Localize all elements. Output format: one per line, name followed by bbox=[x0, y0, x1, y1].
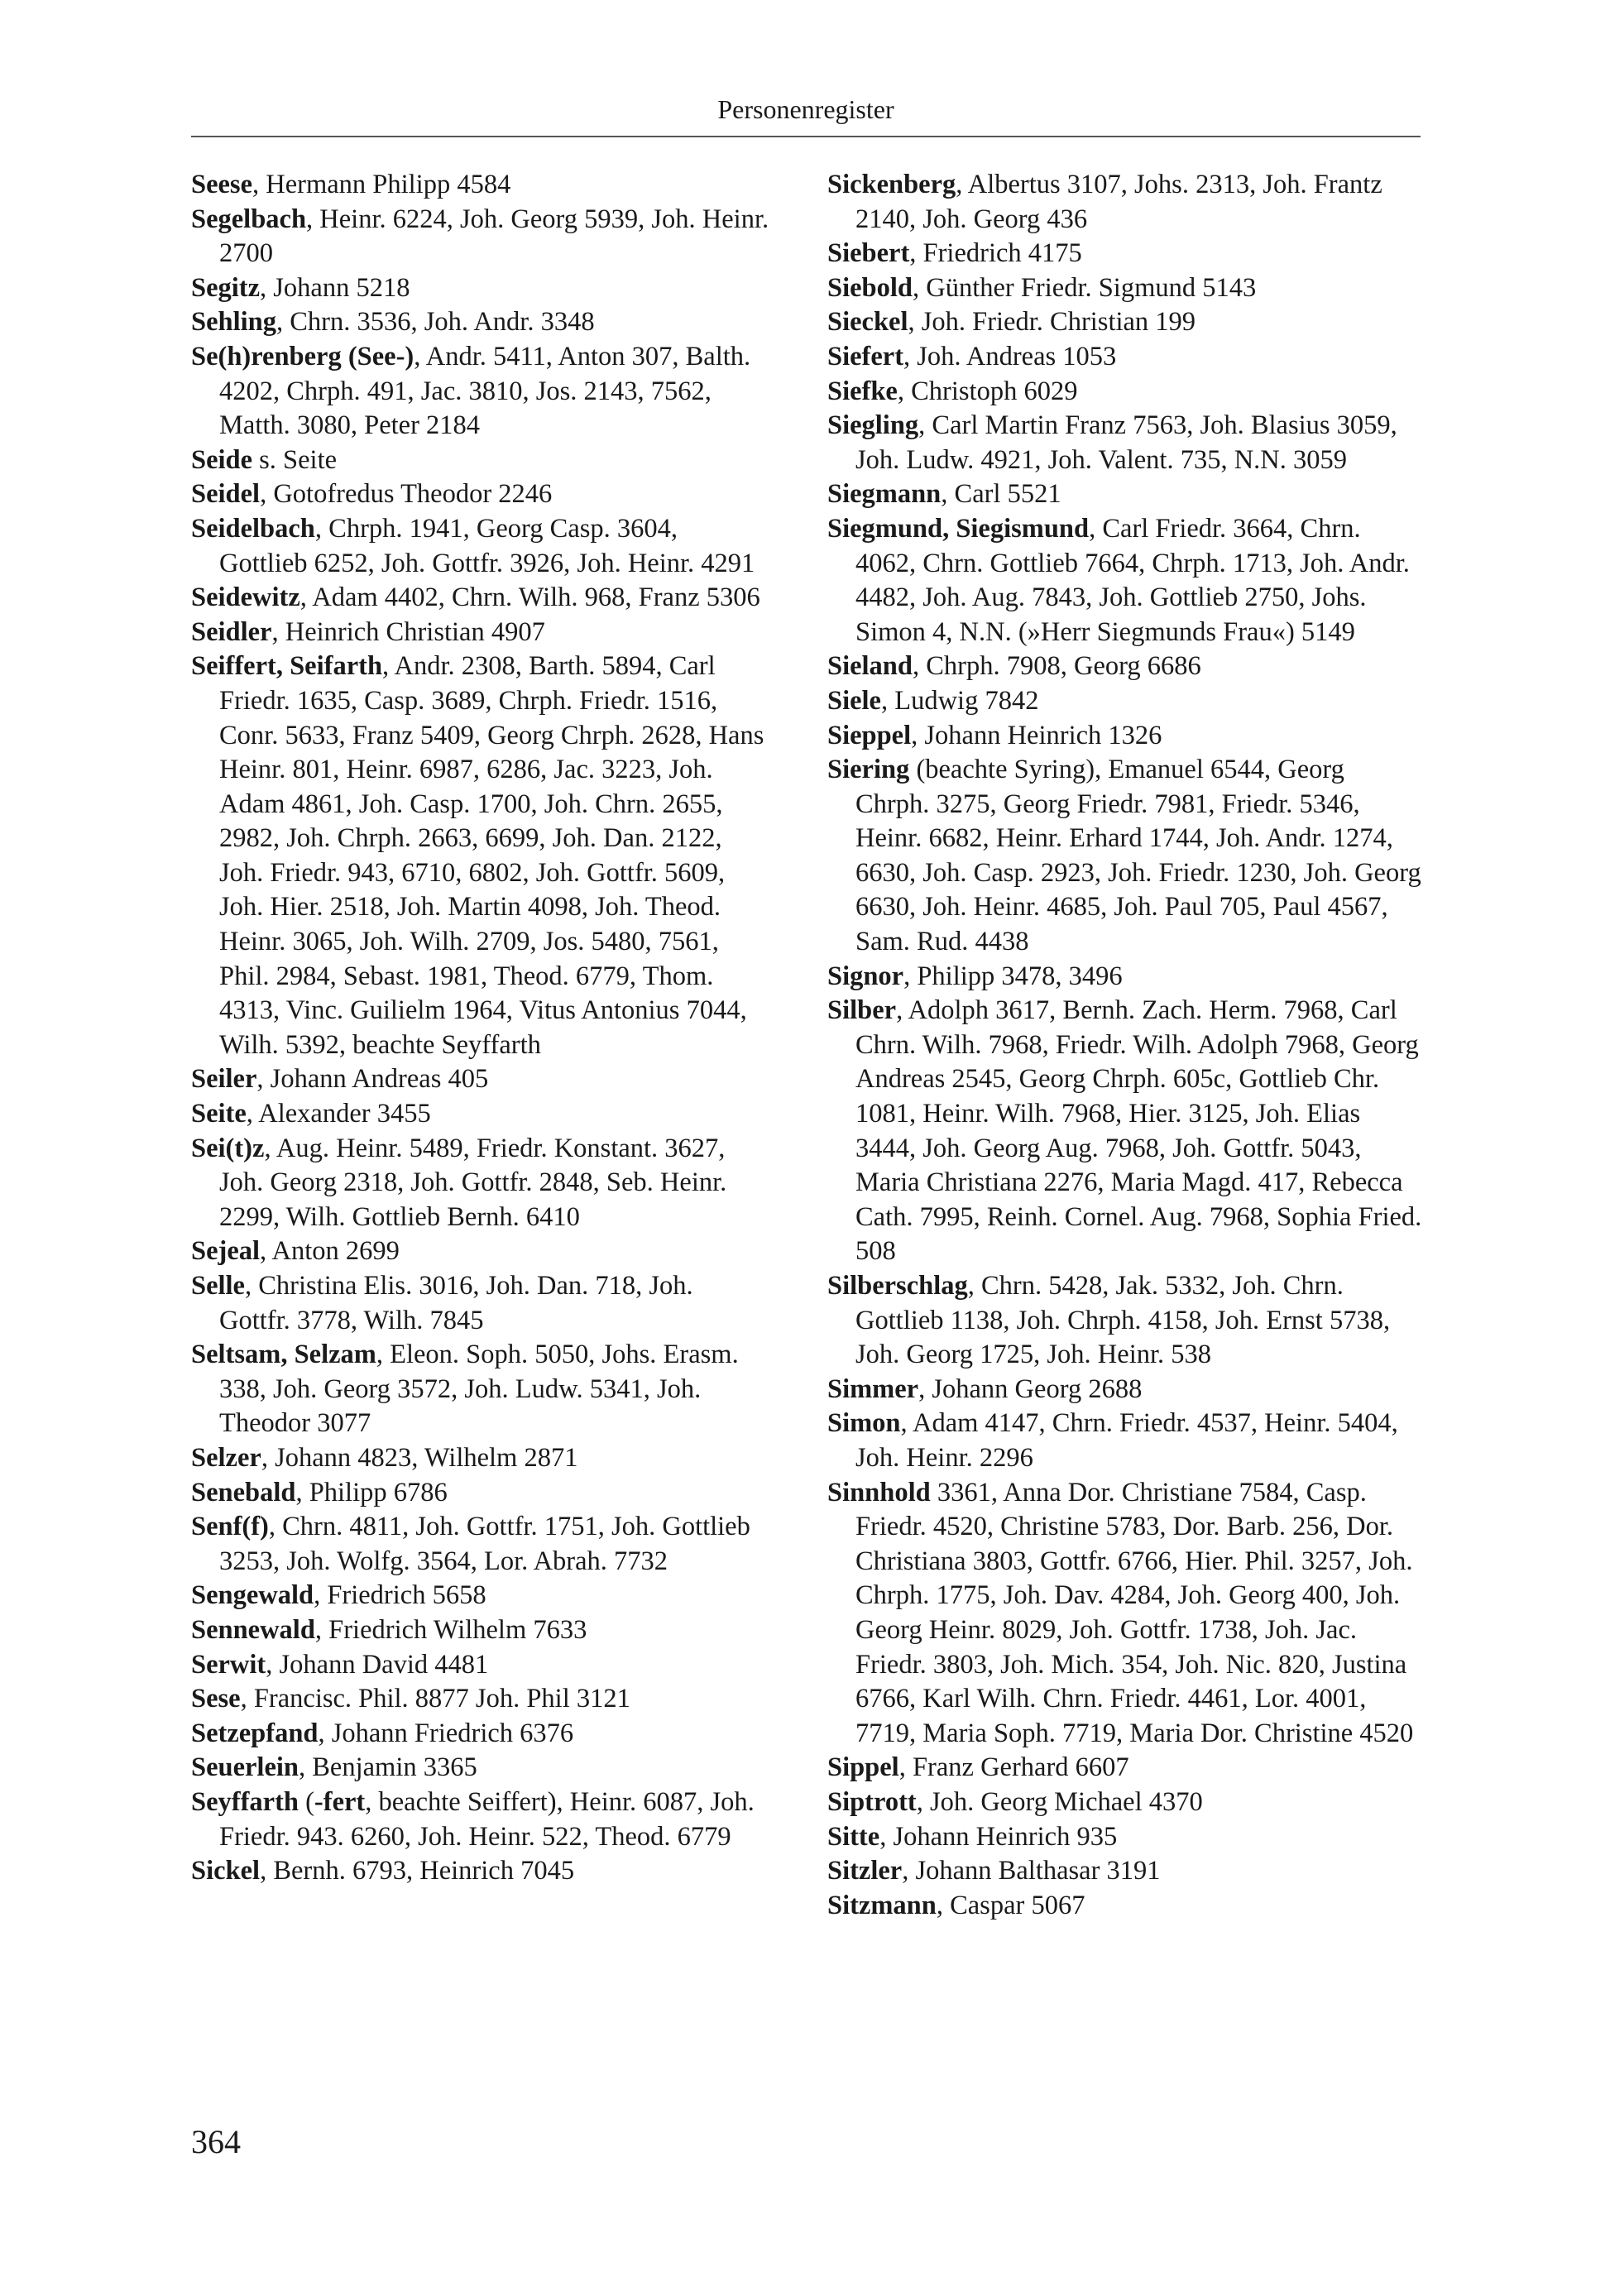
index-headword: Seidel bbox=[191, 479, 261, 510]
index-references: , Alexander 3455 bbox=[246, 1099, 431, 1129]
header-title: Personenregister bbox=[717, 94, 894, 124]
index-entry bbox=[827, 168, 1423, 237]
index-entry bbox=[191, 512, 770, 581]
index-headword: Siefert bbox=[827, 341, 904, 371]
index-references: , Johann Georg 2688 bbox=[918, 1373, 1143, 1404]
index-headword: Seese bbox=[191, 170, 252, 199]
index-references: , Chrn. 4811, Joh. Gottfr. 1751, Joh. Gottlieb 3253, Joh. Wolfg. 3564, Lor. Abrah. 7732 bbox=[219, 1512, 750, 1576]
index-references: , Adam 4147, Chrn. Friedr. 4537, Heinr. 5404, Joh. Heinr. 2296 bbox=[855, 1408, 1398, 1473]
index-entry bbox=[191, 1132, 770, 1235]
index-headword: Sei(t)z bbox=[191, 1133, 265, 1163]
index-entry bbox=[827, 1854, 1423, 1889]
index-references: , Carl Martin Franz 7563, Joh. Blasius 3059, Joh. Ludw. 4921, Joh. Valent. 735, N.N. 3059 bbox=[855, 410, 1397, 475]
index-entry bbox=[191, 1510, 770, 1579]
right-index-column bbox=[827, 168, 1423, 1923]
index-references: , Benjamin 3365 bbox=[298, 1752, 477, 1783]
index-references: , Carl 5521 bbox=[941, 479, 1061, 510]
index-references: (beachte Syring), Emanuel 6544, Georg Chrph. 3275, Georg Friedr. 7981, Friedr. 5346, Heinr. 6682, Heinr. Erhard 1744, Joh. Andr. 1274, 6630, Joh. Casp. 2923, Joh. Friedr. 1230, Joh. Georg 6630, Joh. Heinr. 4685, Joh. Paul 705, Paul 4567, Sam. Rud. 4438 bbox=[855, 755, 1421, 957]
index-references: , Johann Friedrich 6376 bbox=[318, 1718, 574, 1748]
index-entry bbox=[191, 477, 770, 512]
index-references: , Aug. Heinr. 5489, Friedr. Konstant. 3627, Joh. Georg 2318, Joh. Gottfr. 2848, Seb. Heinr. 2299, Wilh. Gottlieb Bernh. 6410 bbox=[219, 1133, 727, 1232]
index-headword: Selzer bbox=[191, 1442, 261, 1473]
index-entry bbox=[827, 512, 1423, 649]
index-headword: Simon bbox=[827, 1408, 901, 1439]
index-references: , Friedrich 4175 bbox=[909, 238, 1082, 269]
index-references: , Caspar 5067 bbox=[936, 1890, 1085, 1920]
index-headword: Sinnhold bbox=[827, 1477, 931, 1507]
index-headword: Simmer bbox=[827, 1373, 919, 1404]
index-entry bbox=[191, 1648, 770, 1683]
index-entry bbox=[827, 753, 1423, 960]
left-index-column bbox=[191, 168, 770, 1889]
index-headword: Siegling bbox=[827, 410, 919, 441]
running-header bbox=[191, 93, 1421, 137]
index-entry bbox=[191, 271, 770, 306]
index-headword: Sieckel bbox=[827, 307, 908, 338]
index-references: , Johann 5218 bbox=[260, 272, 410, 303]
index-references: , Adolph 3617, Bernh. Zach. Herm. 7968, Carl Chrn. Wilh. 7968, Friedr. Wilh. Adolph 7968, Georg Andreas 2545, Georg Chrph. 605c, Gottlieb Chr. 1081, Heinr. Wilh. 7968, Hier. 3125, Joh. Elias 3444, Joh. Georg Aug. 7968, Joh. Gottfr. 5043, Maria Christiana 2276, Maria Magd. 417, Rebecca Cath. 7995, Reinh. Cornel. Aug. 7968, Sophia Fried. 508 bbox=[855, 995, 1422, 1267]
index-headword: Selle bbox=[191, 1271, 245, 1301]
index-references: , Gotofredus Theodor 2246 bbox=[260, 479, 553, 510]
index-entry bbox=[191, 1751, 770, 1786]
index-entry bbox=[191, 1234, 770, 1269]
index-headword: Silber bbox=[827, 995, 897, 1026]
index-headword: Sieland bbox=[827, 651, 913, 682]
index-references: , Joh. Andreas 1053 bbox=[903, 341, 1117, 371]
index-entry bbox=[191, 1269, 770, 1338]
index-entry bbox=[191, 1097, 770, 1132]
index-entry bbox=[827, 340, 1423, 375]
index-entry bbox=[191, 1441, 770, 1476]
index-references: 3361, Anna Dor. Christiane 7584, Casp. Friedr. 4520, Christine 5783, Dor. Barb. 256, Dor. Christiana 3803, Gottfr. 6766, Hier. Phil. 3257, Joh. Chrph. 1775, Joh. Dav. 4284, Joh. Georg 400, Joh. Georg Heinr. 8029, Joh. Gottfr. 1738, Joh. Jac. Friedr. 3803, Joh. Mich. 354, Joh. Nic. 820, Justina 6766, Karl Wilh. Chrn. Friedr. 4461, Lor. 4001, 7719, Maria Soph. 7719, Maria Dor. Christine 4520 bbox=[855, 1477, 1414, 1748]
index-references: , Hermann Philipp 4584 bbox=[252, 170, 511, 199]
index-references: , Heinrich Christian 4907 bbox=[271, 616, 545, 647]
index-entry bbox=[191, 1062, 770, 1097]
index-headword: Se(h)renberg (See-) bbox=[191, 341, 414, 371]
index-entry bbox=[191, 649, 770, 1062]
index-references: , Albertus 3107, Johs. 2313, Joh. Frantz 2140, Joh. Georg 436 bbox=[855, 170, 1382, 234]
index-entry bbox=[827, 684, 1423, 719]
index-entry bbox=[827, 1476, 1423, 1752]
index-references: , Anton 2699 bbox=[260, 1236, 400, 1267]
index-references: , Philipp 3478, 3496 bbox=[903, 961, 1123, 991]
index-headword: Sickel bbox=[191, 1856, 261, 1886]
index-headword: Seltsam, Selzam bbox=[191, 1340, 376, 1370]
index-references: , Chrph. 7908, Georg 6686 bbox=[912, 651, 1201, 682]
index-entry bbox=[827, 409, 1423, 477]
index-headword: Seidelbach bbox=[191, 513, 315, 544]
index-references: s. Seite bbox=[252, 444, 338, 475]
index-entry bbox=[827, 719, 1423, 754]
index-headword: Siering bbox=[827, 755, 910, 785]
index-references: , Christina Elis. 3016, Joh. Dan. 718, Joh. Gottfr. 3778, Wilh. 7845 bbox=[219, 1271, 693, 1335]
index-headword: Silberschlag bbox=[827, 1271, 968, 1301]
index-headword: Sehling bbox=[191, 307, 276, 338]
index-entry bbox=[827, 1407, 1423, 1475]
index-headword: Siptrott bbox=[827, 1786, 917, 1817]
index-headword: Siebold bbox=[827, 272, 913, 303]
index-entry bbox=[191, 581, 770, 616]
index-entry bbox=[827, 375, 1423, 410]
index-entry bbox=[827, 960, 1423, 995]
index-entry bbox=[827, 649, 1423, 684]
index-headword: Sitzmann bbox=[827, 1890, 937, 1920]
index-headword: Segitz bbox=[191, 272, 261, 303]
index-headword: Siegmund, Siegismund bbox=[827, 513, 1090, 544]
index-entry bbox=[191, 1579, 770, 1613]
index-headword: Sengewald bbox=[191, 1580, 314, 1611]
index-headword: Signor bbox=[827, 961, 904, 991]
index-headword: Seide bbox=[191, 444, 253, 475]
index-references: , Johann 4823, Wilhelm 2871 bbox=[261, 1442, 578, 1473]
index-headword: Senf(f) bbox=[191, 1512, 269, 1542]
index-headword: Seite bbox=[191, 1099, 247, 1129]
index-headword: Seiler bbox=[191, 1064, 257, 1095]
index-entry bbox=[191, 168, 770, 203]
index-headword: Siegmann bbox=[827, 479, 942, 510]
index-entry bbox=[191, 1476, 770, 1511]
index-entry bbox=[191, 616, 770, 650]
index-entry bbox=[827, 1751, 1423, 1786]
index-entry bbox=[827, 305, 1423, 340]
index-entry bbox=[827, 1820, 1423, 1855]
index-headword: Siebert bbox=[827, 238, 910, 269]
index-references: , Chrn. 5428, Jak. 5332, Joh. Chrn. Gottlieb 1138, Joh. Chrph. 4158, Joh. Ernst 5738, Joh. Georg 1725, Joh. Heinr. 538 bbox=[855, 1271, 1391, 1370]
index-references: , Johann Balthasar 3191 bbox=[902, 1856, 1161, 1886]
index-references: , Friedrich Wilhelm 7633 bbox=[314, 1614, 587, 1645]
index-references: , Franz Gerhard 6607 bbox=[898, 1752, 1129, 1783]
index-references: , Chrn. 3536, Joh. Andr. 3348 bbox=[276, 307, 595, 338]
index-entry bbox=[191, 203, 770, 271]
index-references: , Günther Friedr. Sigmund 5143 bbox=[912, 272, 1257, 303]
index-headword: Sippel bbox=[827, 1752, 899, 1783]
index-headword: Seidler bbox=[191, 616, 272, 647]
index-references: , Johann Heinrich 1326 bbox=[911, 720, 1162, 750]
index-references: , Heinr. 6224, Joh. Georg 5939, Joh. Heinr. 2700 bbox=[219, 204, 769, 269]
index-entry bbox=[191, 1613, 770, 1648]
index-headword: Siefke bbox=[827, 376, 898, 406]
index-headword: Seuerlein bbox=[191, 1752, 299, 1783]
index-references: , Friedrich 5658 bbox=[314, 1580, 486, 1611]
index-entry bbox=[827, 1373, 1423, 1407]
index-entry bbox=[191, 305, 770, 340]
index-references: , Christoph 6029 bbox=[897, 376, 1078, 406]
index-entry bbox=[191, 1717, 770, 1752]
index-headword: Sese bbox=[191, 1684, 241, 1714]
index-headword: Sitte bbox=[827, 1821, 880, 1852]
index-headword: Sickenberg bbox=[827, 170, 956, 199]
index-entry bbox=[191, 340, 770, 443]
index-headword: Senebald bbox=[191, 1477, 296, 1507]
index-entry bbox=[827, 271, 1423, 306]
index-references: , Joh. Georg Michael 4370 bbox=[916, 1786, 1203, 1817]
index-references: , Adam 4402, Chrn. Wilh. 968, Franz 5306 bbox=[299, 582, 760, 613]
index-references: , Philipp 6786 bbox=[295, 1477, 448, 1507]
index-references: , Bernh. 6793, Heinrich 7045 bbox=[260, 1856, 575, 1886]
index-entry bbox=[827, 1786, 1423, 1820]
index-references: , Johann Andreas 405 bbox=[256, 1064, 489, 1095]
index-references: , Johann Heinrich 935 bbox=[879, 1821, 1118, 1852]
index-entry bbox=[191, 443, 770, 478]
index-references: , Chrph. 1941, Georg Casp. 3604, Gottlieb 6252, Joh. Gottfr. 3926, Joh. Heinr. 4291 bbox=[219, 513, 755, 578]
index-entry bbox=[191, 1854, 770, 1889]
page-number: 364 bbox=[191, 2123, 241, 2160]
index-headword-variant: -fert bbox=[314, 1786, 366, 1817]
index-references: , Joh. Friedr. Christian 199 bbox=[908, 307, 1196, 338]
index-references: , Eleon. Soph. 5050, Johs. Erasm. 338, Joh. Georg 3572, Joh. Ludw. 5341, Joh. Theodor 3077 bbox=[219, 1340, 739, 1439]
index-headword: Serwit bbox=[191, 1649, 266, 1680]
index-entry bbox=[827, 994, 1423, 1269]
index-headword: Siele bbox=[827, 685, 881, 716]
index-references: , Carl Friedr. 3664, Chrn. 4062, Chrn. Gottlieb 7664, Chrph. 1713, Joh. Andr. 4482, Joh. Aug. 7843, Joh. Gottlieb 2750, Johs. Simon 4, N.N. (»Herr Siegmunds Frau«) 5149 bbox=[855, 513, 1410, 647]
index-entry bbox=[827, 237, 1423, 271]
index-entry bbox=[827, 1269, 1423, 1373]
index-entry bbox=[827, 1889, 1423, 1924]
index-references: , Johann David 4481 bbox=[266, 1649, 489, 1680]
index-entry bbox=[191, 1682, 770, 1717]
index-references: , Andr. 5411, Anton 307, Balth. 4202, Chrph. 491, Jac. 3810, Jos. 2143, 7562, Matth. 3080, Peter 2184 bbox=[219, 341, 751, 441]
index-headword: Sieppel bbox=[827, 720, 912, 750]
index-references: , Francisc. Phil. 8877 Joh. Phil 3121 bbox=[240, 1684, 630, 1714]
index-references-continued: , beachte Seiffert), Heinr. 6087, Joh. Friedr. 943. 6260, Joh. Heinr. 522, Theod. 6779 bbox=[219, 1786, 755, 1852]
index-headword: Seiffert, Seifarth bbox=[191, 651, 383, 682]
index-entry bbox=[191, 1338, 770, 1441]
index-headword: Seidewitz bbox=[191, 582, 300, 613]
index-headword: Segelbach bbox=[191, 204, 307, 234]
index-headword: Sitzler bbox=[827, 1856, 903, 1886]
index-entry bbox=[827, 477, 1423, 512]
index-headword: Sennewald bbox=[191, 1614, 315, 1645]
index-entry bbox=[191, 1786, 770, 1854]
index-headword: Setzepfand bbox=[191, 1718, 319, 1748]
index-headword: Sejeal bbox=[191, 1236, 261, 1267]
index-headword: Seyffarth bbox=[191, 1786, 299, 1817]
index-references: ( bbox=[298, 1786, 314, 1817]
index-references: , Andr. 2308, Barth. 5894, Carl Friedr. 1635, Casp. 3689, Chrph. Friedr. 1516, Conr. 5633, Franz 5409, Georg Chrph. 2628, Hans Heinr. 801, Heinr. 6987, 6286, Jac. 3223, Joh. Adam 4861, Joh. Casp. 1700, Joh. Chrn. 2655, 2982, Joh. Chrph. 2663, 6699, Joh. Dan. 2122, Joh. Friedr. 943, 6710, 6802, Joh. Gottfr. 5609, Joh. Hier. 2518, Joh. Martin 4098, Joh. Theod. Heinr. 3065, Joh. Wilh. 2709, Jos. 5480, 7561, Phil. 2984, Sebast. 1981, Theod. 6779, Thom. 4313, Vinc. Guilielm 1964, Vitus Antonius 7044, Wilh. 5392, beachte Seyffarth bbox=[219, 651, 764, 1060]
index-references: , Ludwig 7842 bbox=[880, 685, 1039, 716]
